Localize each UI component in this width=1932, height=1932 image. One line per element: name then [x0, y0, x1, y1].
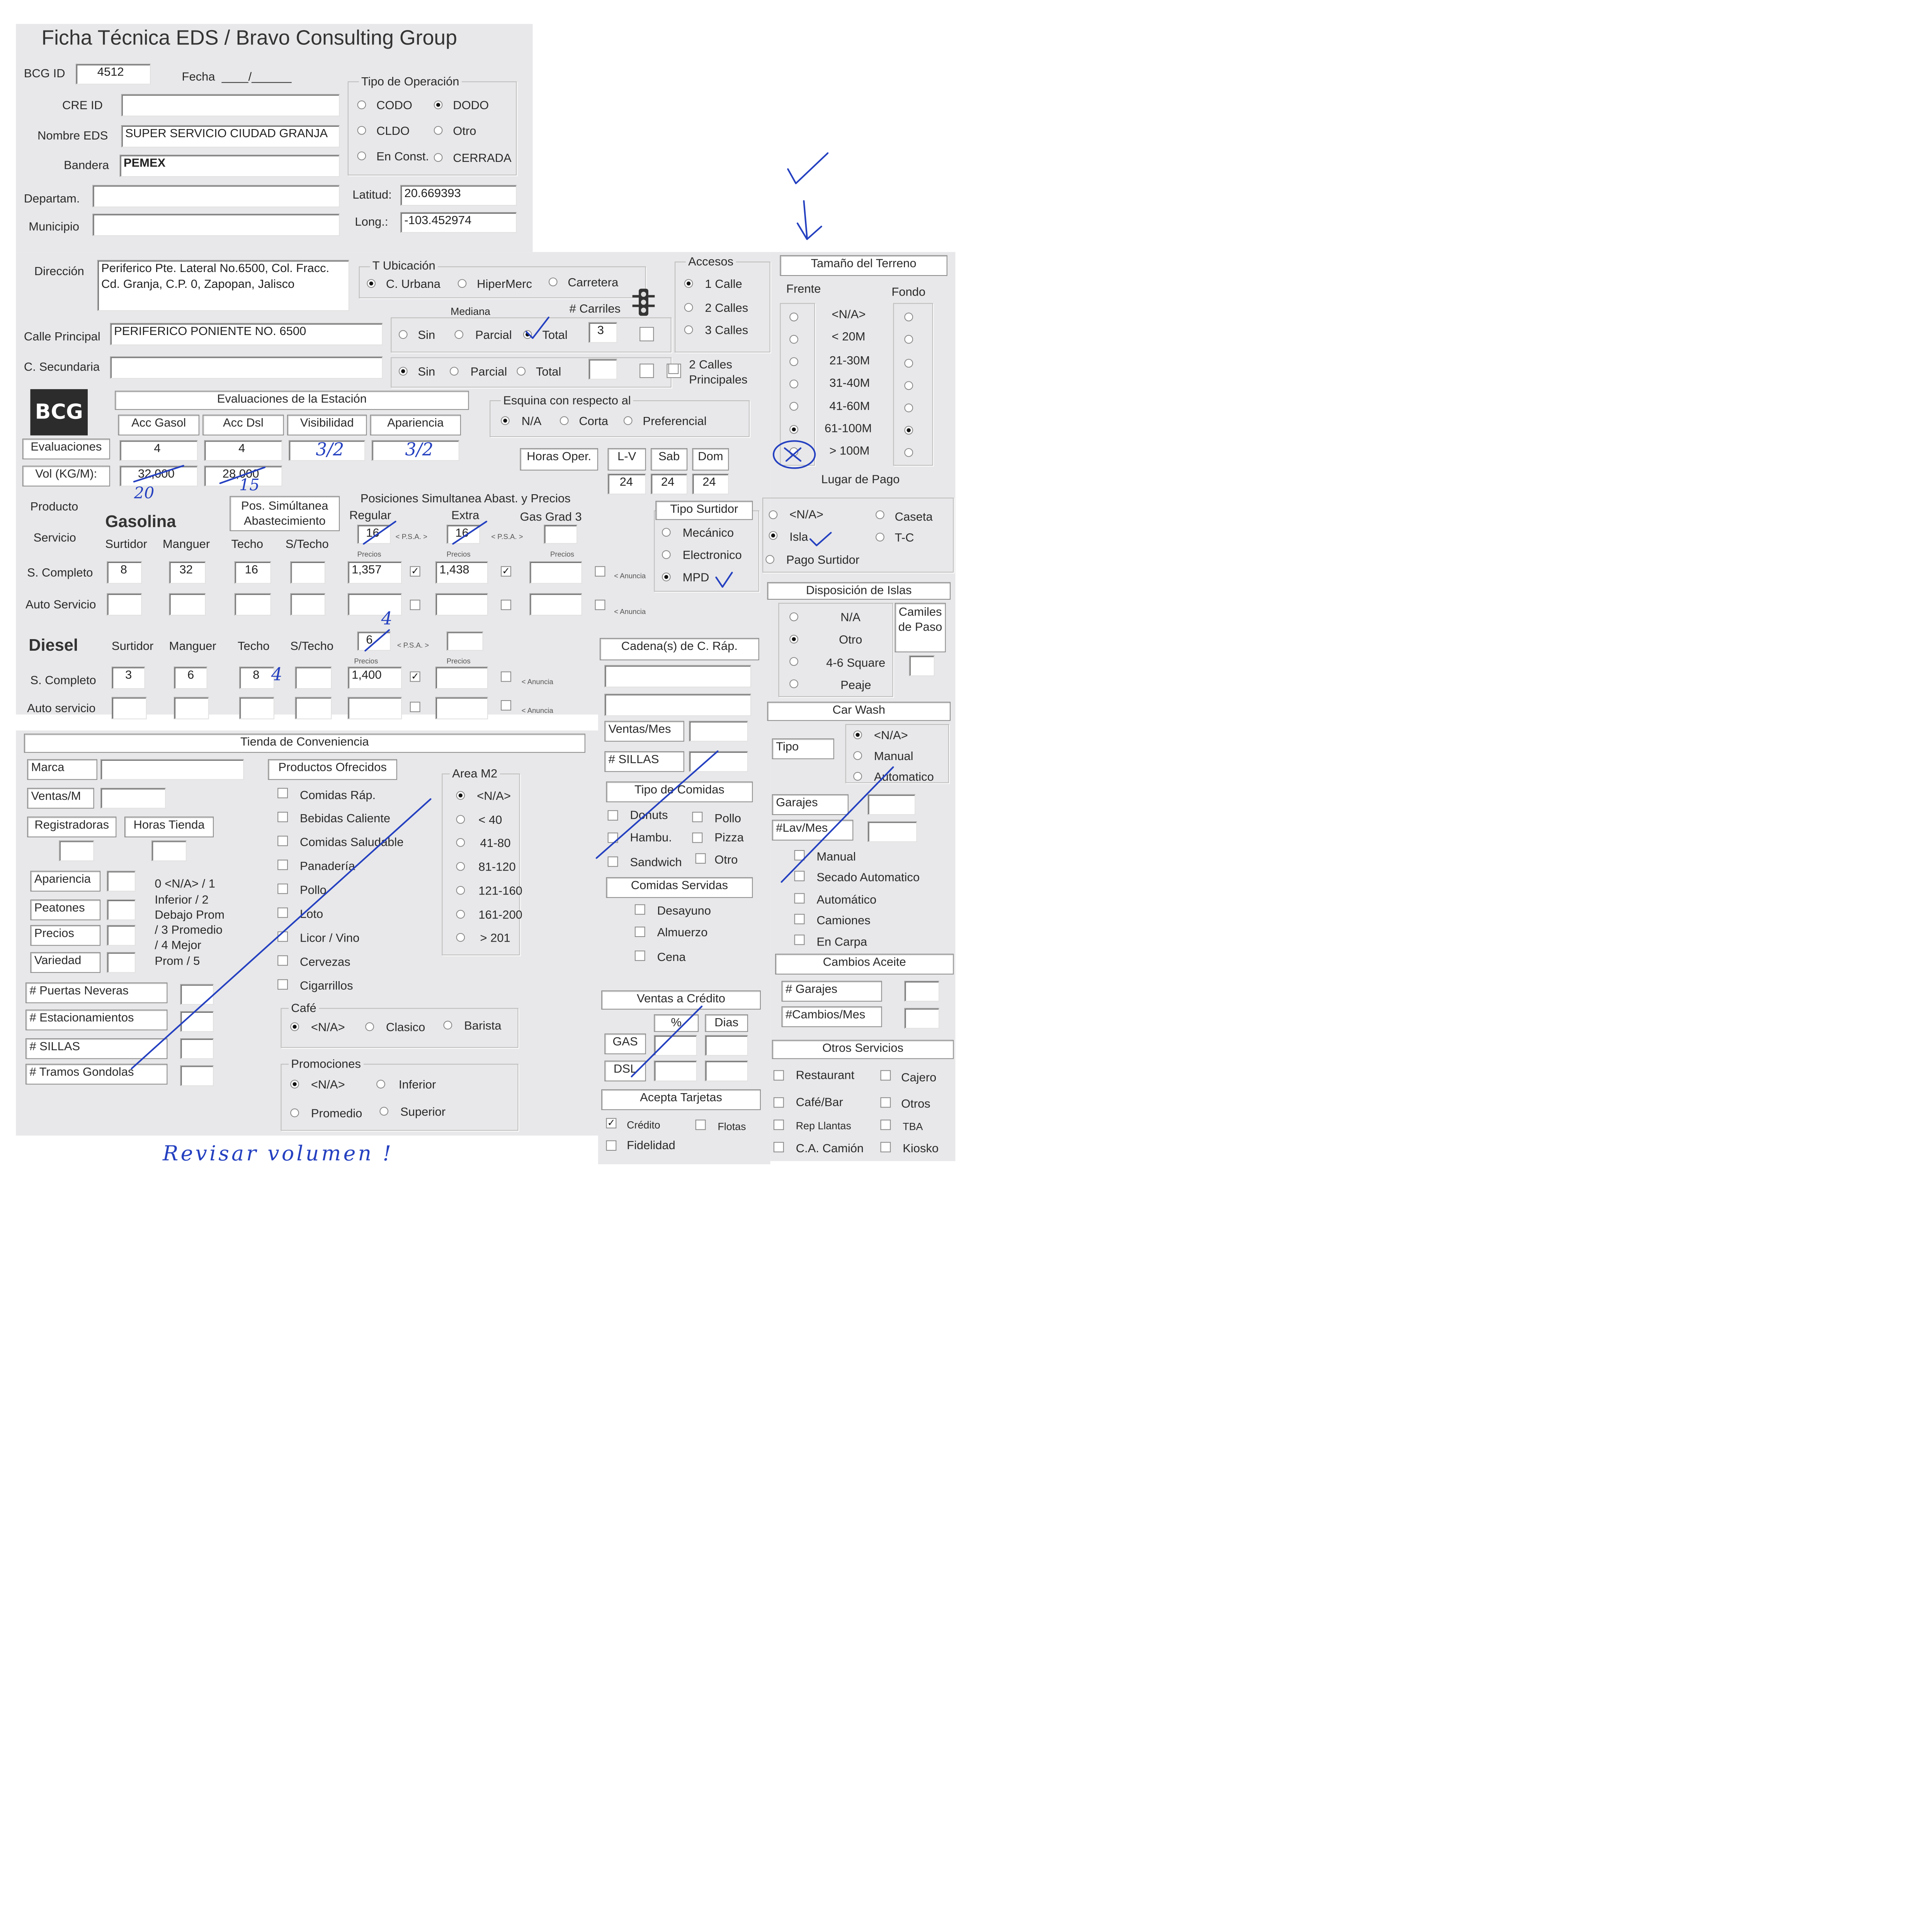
- productos-title: Productos Ofrecidos: [268, 759, 397, 780]
- size-31-40: 31-40M: [829, 376, 870, 390]
- hw-vol-gas: 20: [134, 483, 155, 503]
- evaluaciones-title: Evaluaciones de la Estación: [115, 391, 469, 410]
- dsl-sc-label: S. Completo: [30, 673, 96, 687]
- dsl-surtidor-label: Surtidor: [111, 639, 154, 653]
- lav-mes-label: #Lav/Mes: [772, 820, 854, 841]
- label-cafe-clasico: Clasico: [386, 1020, 425, 1034]
- dsl-sc-anuncia-label: < Anuncia: [521, 678, 553, 686]
- nombre-field[interactable]: SUPER SERVICIO CIUDAD GRANJA: [121, 125, 340, 148]
- precios-title: Posiciones Simultanea Abast. y Precios: [360, 492, 571, 506]
- label-carretera: Carretera: [568, 276, 619, 290]
- bandera-label: Bandera: [64, 158, 109, 172]
- credito-pct-label: %: [654, 1014, 699, 1032]
- departamento-label: Departam.: [24, 192, 80, 206]
- label-loto: Loto: [299, 907, 323, 921]
- check-total-pen: [526, 317, 549, 338]
- gas-sc-regular-price[interactable]: 1,357: [348, 561, 402, 584]
- vol-label: Vol (KG/M):: [22, 466, 110, 486]
- bcg-logo: BCG: [30, 389, 88, 435]
- frente-label: Frente: [786, 282, 821, 296]
- label-carwash-automatico: Automatico: [874, 770, 934, 784]
- producto-label: Producto: [30, 500, 78, 514]
- fecha-label: Fecha: [182, 70, 215, 84]
- label-dodo: DODO: [453, 99, 489, 112]
- regular-precios-label: Precios: [357, 550, 381, 558]
- extra-label: Extra: [451, 509, 480, 522]
- label-disp-peaje: Peaje: [840, 679, 871, 692]
- label-3-calles: 3 Calles: [705, 323, 748, 337]
- tipo-comidas-title: Tipo de Comidas: [606, 782, 753, 803]
- size-61-100: 61-100M: [824, 422, 872, 435]
- label-licor: Licor / Vino: [299, 931, 360, 945]
- check-credito[interactable]: ✓: [606, 1118, 616, 1128]
- extra-precios-label: Precios: [446, 550, 471, 558]
- line-credito-pen: [632, 1007, 702, 1077]
- line-carwash-pen: [782, 767, 893, 882]
- dsl-manguer-label: Manguer: [169, 639, 216, 653]
- regular-anuncia-checkbox[interactable]: ✓: [410, 566, 420, 577]
- label-tba: TBA: [903, 1120, 923, 1133]
- label-1-calle: 1 Calle: [705, 277, 742, 291]
- label-almuerzo: Almuerzo: [657, 926, 708, 940]
- credito-dias-label: Dias: [705, 1014, 748, 1032]
- nombre-label: Nombre EDS: [37, 129, 108, 143]
- label-area-121-160: 121-160: [478, 884, 522, 898]
- promociones-legend: Promociones: [289, 1058, 363, 1072]
- label-comidas-rap: Comidas Ráp.: [299, 789, 376, 803]
- x-100m-pen: [785, 448, 801, 461]
- tarjetas-title: Acepta Tarjetas: [601, 1089, 761, 1110]
- gas-stecho-label: S/Techo: [285, 537, 329, 551]
- scale-line-3: Debajo Prom: [155, 908, 225, 922]
- label-cafe-na: <N/A>: [311, 1020, 345, 1034]
- check-mark-pen: [788, 153, 828, 183]
- scale-line-5: / 4 Mejor: [155, 939, 201, 952]
- strike-extra-pen: [453, 522, 486, 544]
- label-mediana1-parcial: Parcial: [475, 328, 512, 342]
- cre-id-label: CRE ID: [62, 99, 103, 112]
- check-isla-pen: [810, 533, 831, 546]
- extra-anuncia-checkbox[interactable]: ✓: [501, 566, 511, 577]
- size-na: <N/A>: [832, 308, 866, 321]
- label-esquina-na: N/A: [521, 415, 542, 429]
- label-carwash-na: <N/A>: [874, 729, 908, 743]
- line-store-pen: [132, 799, 431, 1069]
- label-esquina-corta: Corta: [579, 415, 609, 429]
- municipio-label: Municipio: [29, 220, 80, 234]
- label-cajero: Cajero: [901, 1071, 937, 1085]
- label-otros: Otros: [901, 1097, 930, 1111]
- carriles-label: # Carriles: [569, 302, 621, 316]
- label-cw-automatico: Automático: [816, 893, 877, 907]
- hw-apariencia: 3/2: [405, 440, 434, 460]
- direccion-line-2: Cd. Granja, C.P. 0, Zapopan, Jalisco: [101, 277, 295, 291]
- label-promo-na: <N/A>: [311, 1078, 345, 1092]
- bandera-field[interactable]: PEMEX: [120, 155, 340, 177]
- label-restaurant: Restaurant: [796, 1068, 855, 1082]
- scale-line-6: Prom / 5: [155, 954, 200, 968]
- label-promo-inferior: Inferior: [398, 1078, 436, 1092]
- label-panaderia: Panadería: [299, 859, 355, 873]
- label-cafe-bar: Café/Bar: [796, 1095, 843, 1109]
- gas-sc-manguer[interactable]: 32: [169, 561, 206, 584]
- label-cena: Cena: [657, 951, 686, 964]
- ventas-m-label: Ventas/M: [27, 788, 94, 809]
- puertas-neveras-label: # Puertas Neveras: [26, 983, 167, 1003]
- label-promo-superior: Superior: [400, 1105, 446, 1119]
- label-ca-camion: C.A. Camión: [796, 1142, 864, 1156]
- calles-principales-label: 2 Calles Principales: [689, 358, 748, 387]
- hw-diesel-psa: 4: [381, 609, 393, 629]
- size-41-60: 41-60M: [829, 399, 870, 413]
- gas-as-anuncia-label: < Anuncia: [614, 607, 646, 616]
- col-apariencia: Apariencia: [370, 415, 461, 435]
- label-fidelidad: Fidelidad: [627, 1139, 675, 1153]
- label-cafe-barista: Barista: [464, 1019, 502, 1033]
- label-area-na: <N/A>: [477, 789, 511, 803]
- vol-diesel[interactable]: 28,000: [204, 466, 282, 486]
- cadena-title: Cadena(s) de C. Ráp.: [600, 638, 759, 660]
- label-cw-camiones: Camiones: [816, 914, 871, 928]
- label-rep-llantas: Rep Llantas: [796, 1119, 851, 1132]
- tipo-surtidor-legend: Tipo Surtidor: [655, 501, 753, 520]
- variedad-label: Variedad: [30, 952, 100, 973]
- label-credito: Crédito: [627, 1119, 660, 1131]
- ubicacion-legend: T Ubicación: [370, 259, 438, 274]
- latitud-label: Latitud:: [352, 188, 392, 202]
- garajes-label: Garajes: [772, 794, 849, 815]
- eval-acc-gasol[interactable]: 4: [120, 440, 198, 461]
- credito-gas-label: GAS: [604, 1034, 646, 1054]
- label-saludable: Comidas Saludable: [299, 835, 404, 849]
- gas-manguer-label: Manguer: [163, 537, 210, 551]
- dsl-psa[interactable]: 6: [357, 632, 391, 651]
- label-cw-manual: Manual: [816, 850, 856, 864]
- label-carwash-manual: Manual: [874, 749, 913, 764]
- gas-grad3-label: Gas Grad 3: [520, 510, 582, 524]
- carwash-title: Car Wash: [767, 702, 951, 721]
- label-mediana1-total: Total: [542, 328, 568, 342]
- label-isla: Isla: [789, 530, 808, 544]
- tienda-precios-label: Precios: [30, 925, 100, 946]
- label-cw-carpa: En Carpa: [816, 935, 867, 949]
- dsl-sc-manguer[interactable]: 6: [174, 667, 207, 689]
- credito-dsl-label: DSL: [604, 1061, 646, 1082]
- cadena-sillas-label: # SILLAS: [604, 751, 684, 772]
- label-disp-square: 4-6 Square: [826, 656, 886, 670]
- label-area-41-80: 41-80: [480, 836, 511, 850]
- label-pago-na: <N/A>: [789, 508, 823, 522]
- comidas-servidas-title: Comidas Servidas: [606, 877, 753, 898]
- label-area-40: < 40: [478, 813, 502, 827]
- marca-label: Marca: [27, 759, 97, 780]
- peatones-label: Peatones: [30, 900, 100, 920]
- disposicion-title: Disposición de Islas: [767, 582, 951, 600]
- hw-visibilidad: 3/2: [316, 440, 344, 460]
- aceite-title: Cambios Aceite: [775, 954, 954, 975]
- horas-label: Horas Oper.: [520, 448, 598, 471]
- apariencia-label: Apariencia: [30, 871, 100, 892]
- label-c-urbana: C. Urbana: [386, 277, 440, 291]
- col-visibilidad: Visibilidad: [287, 415, 367, 435]
- calle-principal-label: Calle Principal: [24, 330, 100, 344]
- dsl-as-label: Auto servicio: [27, 702, 96, 716]
- label-otro-comida: Otro: [714, 853, 738, 867]
- label-otro: Otro: [453, 124, 476, 138]
- label-promo-promedio: Promedio: [311, 1107, 362, 1121]
- tipo-operacion-legend: Tipo de Operación: [359, 75, 462, 89]
- label-mpd: MPD: [682, 571, 709, 585]
- fondo-label: Fondo: [891, 285, 926, 299]
- lugar-pago-title: Lugar de Pago: [821, 473, 900, 486]
- strike-regular-pen: [364, 522, 396, 544]
- gas-surtidor-label: Surtidor: [105, 537, 147, 551]
- calle-secundaria-label: C. Secundaria: [24, 360, 100, 374]
- extra-psa[interactable]: 16: [447, 525, 480, 544]
- label-hipermerc: HiperMerc: [477, 277, 532, 291]
- dsl-sc-surtidor[interactable]: 3: [112, 667, 145, 689]
- gas-sc-surtidor[interactable]: 8: [107, 561, 142, 584]
- credito-title: Ventas a Crédito: [601, 990, 761, 1010]
- label-flotas: Flotas: [718, 1120, 746, 1133]
- horas-sab-label: Sab: [651, 448, 687, 471]
- size-20: < 20M: [832, 330, 866, 344]
- label-electronico: Electronico: [682, 548, 742, 562]
- size-21-30: 21-30M: [829, 354, 870, 368]
- dsl-sc-techo[interactable]: 8: [239, 667, 274, 689]
- gas-sc-anuncia-label: < Anuncia: [614, 571, 646, 580]
- line-fastfood-pen: [597, 751, 718, 858]
- gas-techo-label: Techo: [231, 537, 264, 551]
- aceite-cambios-label: #Cambios/Mes: [782, 1007, 882, 1027]
- label-hambu: Hambu.: [630, 831, 672, 845]
- label-en-const: En Const.: [376, 150, 429, 164]
- servicio-label: Servicio: [33, 531, 76, 545]
- gasolina-title: Gasolina: [105, 513, 176, 531]
- carwash-tipo-label: Tipo: [772, 738, 834, 759]
- label-caseta: Caseta: [895, 510, 933, 524]
- label-desayuno: Desayuno: [657, 904, 711, 918]
- label-sandwich: Sandwich: [630, 855, 682, 869]
- horas-sab[interactable]: 24: [651, 474, 687, 495]
- strike-vol-gas-pen: [134, 466, 184, 481]
- registradoras-label: Registradoras: [27, 816, 116, 837]
- pen-annotations: [0, 0, 958, 1248]
- regular-psa-label: < P.S.A. >: [395, 532, 427, 541]
- label-cervezas: Cervezas: [299, 955, 350, 969]
- label-mediana2-parcial: Parcial: [470, 365, 507, 379]
- tienda-title: Tienda de Conveniencia: [24, 734, 585, 753]
- dsl-precios-label: Precios: [354, 657, 378, 665]
- calle-principal-field[interactable]: PERIFERICO PONIENTE NO. 6500: [110, 323, 383, 345]
- horas-tienda-label: Horas Tienda: [124, 816, 214, 837]
- tienda-sillas-label: # SILLAS: [26, 1038, 167, 1059]
- label-donuts: Donuts: [630, 808, 668, 822]
- gas-sc-extra-price[interactable]: 1,438: [435, 561, 488, 584]
- scale-line-4: / 3 Promedio: [155, 923, 223, 937]
- dsl-sc-price[interactable]: 1,400: [348, 667, 402, 689]
- label-cerrada: CERRADA: [453, 151, 512, 165]
- col-acc-dsl: Acc Dsl: [202, 415, 284, 435]
- label-codo: CODO: [376, 99, 412, 112]
- hw-diesel-techo: 4: [271, 665, 282, 685]
- label-disp-otro: Otro: [839, 633, 862, 647]
- cafe-legend: Café: [289, 1002, 319, 1016]
- direccion-line-1: Periferico Pte. Lateral No.6500, Col. Fracc.: [101, 261, 330, 276]
- label-pizza: Pizza: [714, 831, 744, 845]
- accesos-legend: Accesos: [686, 255, 736, 269]
- gas-sc-techo[interactable]: 16: [235, 561, 271, 584]
- label-cw-secado: Secado Automatico: [816, 871, 920, 884]
- strike-dsl-psa-pen: [365, 630, 389, 651]
- label-mediana2-total: Total: [536, 365, 561, 379]
- longitud-label: Long.:: [355, 215, 388, 229]
- gas-as-label: Auto Servicio: [26, 598, 96, 612]
- size-100: > 100M: [829, 444, 870, 458]
- dsl-techo-label: Techo: [238, 639, 270, 653]
- label-area-161-200: 161-200: [478, 908, 522, 922]
- label-disp-na: N/A: [840, 611, 861, 624]
- scale-line-2: Inferior / 2: [155, 893, 209, 907]
- pos-simultanea-label: Pos. Simúltanea Abastecimiento: [230, 496, 340, 531]
- latitud-field[interactable]: 20.669393: [400, 185, 517, 206]
- aceite-garajes-label: # Garajes: [782, 981, 882, 1002]
- label-pago-surtidor: Pago Surtidor: [786, 553, 860, 567]
- evaluaciones-row-label: Evaluaciones: [22, 439, 110, 459]
- horas-dom[interactable]: 24: [692, 474, 729, 495]
- arrow-down-pen: [798, 201, 821, 239]
- esquina-legend: Esquina con respecto al: [501, 394, 633, 408]
- check-mpd-pen: [716, 573, 732, 587]
- area-legend: Area M2: [450, 767, 500, 781]
- dsl-precios-label-2: Precios: [446, 657, 471, 665]
- diesel-title: Diesel: [29, 636, 78, 655]
- bcg-id-label: BCG ID: [24, 67, 65, 81]
- label-mediana1-sin: Sin: [418, 328, 435, 342]
- label-pollo-tienda: Pollo: [299, 883, 327, 897]
- label-pollo: Pollo: [714, 811, 742, 826]
- carriles-field[interactable]: 3: [588, 322, 617, 343]
- label-2-calles: 2 Calles: [705, 301, 748, 315]
- tramos-label: # Tramos Gondolas: [26, 1064, 167, 1085]
- scale-line-1: 0 <N/A> / 1: [155, 877, 216, 891]
- horas-dom-label: Dom: [692, 448, 729, 471]
- label-cldo: CLDO: [376, 124, 410, 138]
- label-mediana2-sin: Sin: [418, 365, 435, 379]
- hw-vol-dsl: 15: [239, 475, 260, 495]
- label-mecanico: Mecánico: [682, 526, 734, 540]
- longitud-field[interactable]: -103.452974: [400, 212, 517, 233]
- col-acc-gasol: Acc Gasol: [118, 415, 199, 435]
- label-cigarrillos: Cigarrillos: [299, 979, 353, 993]
- hw-note: Revisar volumen !: [163, 1142, 394, 1166]
- extra-psa-label: < P.S.A. >: [491, 532, 523, 541]
- estacionamientos-label: # Estacionamientos: [26, 1010, 167, 1031]
- regular-psa[interactable]: 16: [357, 525, 391, 544]
- dsl-anuncia-checkbox[interactable]: ✓: [410, 672, 420, 682]
- label-t-c: T-C: [895, 531, 914, 545]
- fecha-value[interactable]: ____/______: [221, 70, 292, 84]
- dsl-stecho-label: S/Techo: [290, 639, 334, 653]
- eval-acc-dsl[interactable]: 4: [204, 440, 282, 461]
- horas-lv-label: L-V: [608, 448, 646, 471]
- vol-gasolina[interactable]: 32,000: [120, 466, 198, 486]
- bcg-id-field[interactable]: 4512: [76, 64, 151, 85]
- otros-title: Otros Servicios: [772, 1040, 954, 1059]
- dsl-psa-label: < P.S.A. >: [397, 641, 429, 649]
- label-area-201: > 201: [480, 931, 510, 945]
- label-esquina-preferencial: Preferencial: [643, 415, 707, 429]
- terreno-title: Tamaño del Terreno: [780, 255, 947, 276]
- gas-sc-label: S. Completo: [27, 566, 93, 580]
- page-title: Ficha Técnica EDS / Bravo Consulting Group: [41, 26, 457, 49]
- label-bebidas: Bebidas Caliente: [299, 811, 391, 826]
- camiones-paso-label: Camiles de Paso: [895, 603, 946, 652]
- label-area-81-120: 81-120: [478, 860, 516, 874]
- horas-lv[interactable]: 24: [608, 474, 646, 495]
- regular-label: Regular: [349, 509, 391, 522]
- grad3-precios-label: Precios: [550, 550, 574, 558]
- dsl-as-anuncia-label: < Anuncia: [521, 706, 553, 715]
- label-kiosko: Kiosko: [903, 1142, 939, 1156]
- cadena-ventas-label: Ventas/Mes: [604, 721, 684, 742]
- direccion-label: Dirección: [34, 265, 84, 279]
